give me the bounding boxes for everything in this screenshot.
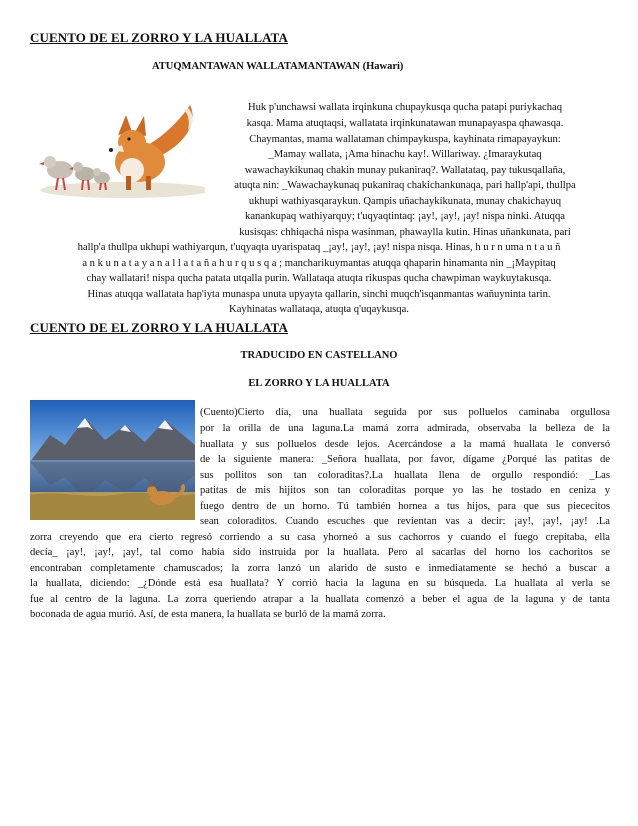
quechua-text-line: kanankupaq wathiyarquy; t'uqyaqtintaq: ¡ay!, ¡ay!, ¡ay! nispa ninki. Atuqqa <box>245 211 565 222</box>
translated-heading: TRADUCIDO EN CASTELLANO <box>240 350 398 361</box>
quechua-text-line: Kayhinatas wallataqa, atuqta q'uqaykusqa. <box>229 304 409 315</box>
fox-and-huallata-birds-illustration <box>30 90 205 200</box>
quechua-subtitle-text: ATUQMANTAWAN WALLATAMANTAWAN <box>152 61 360 72</box>
spanish-text-line: la huallata, diciendo: _¿Dónde está esa huallata? Y corrió hacia la laguna en su búsqueda. La huallata al verla se <box>30 578 610 589</box>
spanish-text-line: sean coloraditos. Cuando escuches que revientan vas a decir: ¡ay!, ¡ay!, ¡ay! .La <box>200 516 610 527</box>
quechua-text-line: _Mamay wallata, ¡Ama hinachu kay!. Willariway. ¿Imaraykutaq <box>268 149 542 160</box>
quechua-text-line: Huk p'unchawsi wallata irqinkuna chupaykusqa qucha patapi puriykachaq <box>247 102 563 113</box>
quechua-text-line: Chaymantas, mama wallataman chimpaykuspa, kayhinata rimapayaykun: <box>249 134 561 145</box>
quechua-text-line: a n k u n a t a y a n a l l a t a ñ a h u r q u s q a ; mancharikuymantas atuqqa qhaparin hinamanta nin _¡Maypitaq <box>82 258 556 269</box>
quechua-text-line: kusisqas: chhiqachá nispa wasinman, phawaylla kutin. Hinas uñankunata, pari <box>239 227 571 238</box>
spanish-text-line: de la siguiente manera: _Señora huallata, por favor, dígame ¿Porqué las patitas de <box>200 454 610 465</box>
spanish-text-line: boconada de agua murió. Así, de esta manera, la huallata se burló de la mamá zorra. <box>30 609 386 620</box>
spanish-text-line: decía_ ¡ay!, ¡ay!, ¡ay!, tal como había sido instruida por la huallata. Pero al sacarlas del horno los cachoritos se <box>30 547 610 558</box>
spanish-text-line: fuego dentro de un horno. Tú también hornea a tus hijos, para que sus piececitos <box>200 501 610 512</box>
quechua-subtitle-author: (Hawari) <box>362 61 404 72</box>
spanish-text-line: encontraban completamente chamuscados; la zorra lanzó un alarido de susto e inmediatamente se hechó a buscar a <box>30 563 610 574</box>
spanish-text-line: (Cuento)Cierto día, una huallata seguida por sus polluelos caminaba orgullosa <box>200 407 610 418</box>
quechua-text-line: wawachaykikunaq chakin munay pukaniraq?. Wallatataq, pay tukusqallaña, <box>244 165 566 176</box>
quechua-text-line: chay wallatari! nispa qucha patata utqalla purin. Wallataqa atuqta rikuspas qucha chawpiman waykuytakusqa. <box>86 273 552 284</box>
quechua-text-line: kasqa. Mama atuqtaqsi, wallatata irqinkunatawan munapayaspa qhawasqa. <box>246 118 564 129</box>
spanish-text-line: huallata y sus polluelos desde lejos. Acercándose a la mamá huallata le conversó <box>200 439 610 450</box>
quechua-section-title: CUENTO DE EL ZORRO Y LA HUALLATA <box>30 30 288 45</box>
spanish-text-line: zorra creyendo que era cierto regresó corriendo a su casa yhorneó a sus cachorros y cuando el fuego crepitaba, ella <box>30 532 610 543</box>
spanish-text-line: fue al centro de la laguna. La zorra queriendo atrapar a la huallata comenzó a beber el agua de la laguna y de tanta <box>30 594 610 605</box>
mountain-lake-with-fox-photo <box>30 400 195 520</box>
quechua-text-line: Hinas atuqqa wallatata hap'iyta munaspa unuta upyayta qallarin, sinchi muqch'isqanmantas wañuyninta tarin. <box>87 289 551 300</box>
spanish-text-line: patitas de mis hijitos son tan coloraditas porque yo las he tostado en ceniza y <box>200 485 610 496</box>
story-heading: EL ZORRO Y LA HUALLATA <box>248 378 390 389</box>
quechua-text-line: atuqta nin: _Wawachaykunaq pukaniraq chakichankunaqa, pari hallp'api, thullpa <box>234 180 576 191</box>
quechua-text-line: hallp'a thullpa ukhupi wathiyarqun, t'uqyaqta uyarispataq _¡ay!, ¡ay!, ¡ay! nispa nisqa. Hinas, h u r n uma n t a u ñ <box>77 242 561 253</box>
spanish-section-title: CUENTO DE EL ZORRO Y LA HUALLATA <box>30 320 288 335</box>
spanish-text-line: por la orilla de una laguna.La mamá zorra admirada, observaba la belleza de la <box>200 423 610 434</box>
quechua-subtitle <box>152 61 403 72</box>
quechua-text-line: ukhupi wathiyasqaraykun. Qampis uñachaykikunata, munay chakichayuq <box>248 196 562 207</box>
spanish-text-line: sus pollitos son tan coloraditas?.La huallata llena de orgullo respondió: _Las <box>200 470 610 481</box>
